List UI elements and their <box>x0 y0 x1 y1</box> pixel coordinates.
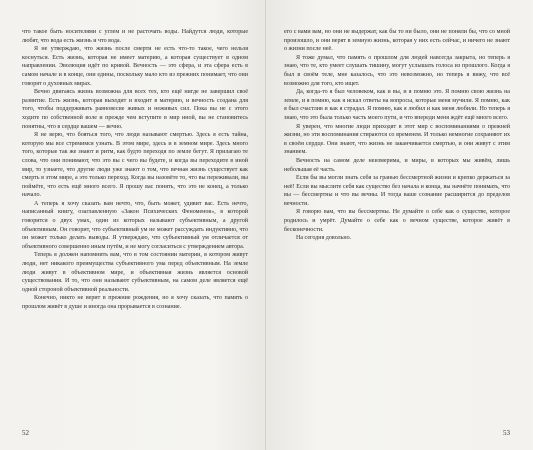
paragraph: Теперь я должен напомнить вам, что в том состоянии материи, в котором живут люди, нет никакого преимущества субъективного ума перед объективным. На земле люди живут в объективном мире, и объективная жизнь является основой существования. И то, что они называют субъективным, на самом деле является ещё одной стороной объективной реальности. <box>22 252 248 293</box>
paragraph: Конечно, никто не верит в прежние рождения, но я хочу сказать, что память о прошлом живёт в душе и иногда она прорывается в сознание. <box>22 295 248 310</box>
left-page <box>0 0 266 450</box>
paragraph: Вечно двигаясь жизнь возможна для всех тех, кто ещё нигде не завершил своё развитие. Есть жизнь, которая выходит и входит в материю, и вечность создана для того, чтобы поддерживать равновесие живых и неживых сил. Пока вы не с этого ходите по собственной воле и прежде чем вступите в мир иной, вы не становитесь понятны, что в сердце вашем — вечно. <box>22 89 248 130</box>
paragraph: его с вами вам, но они не выдержат, как бы то ни было, они не поняли бы, что со мной произошло, и они верят в земную жизнь, которая у них есть сейчас, и ничего не знают о жизни после неё. <box>284 29 510 53</box>
paragraph: Да, когда-то я был человеком, как и вы, и я помню это. Я помню свою жизнь на земле, и я помню, как я искал ответы на вопросы, которые меня мучили. Я помню, как я был счастлив и как я страдал. Я помню, как я любил и как меня любили. Но теперь я знаю, что это была только часть моего пути, и что впереди меня ждёт ещё много всего. <box>284 89 510 121</box>
paragraph: А теперь я хочу сказать вам нечто, что, быть может, удивит вас. Есть нечто, написанный книгу, озаглавленную «Закон Психических Феноменов», в которой говорится о двух умах, один из которых называют субъективным, а другой объективным. Он говорит, что субъективный ум не может рассуждать индуктивно, что он может только делать выводы. Я утверждаю, что субъективный ум отличается от объективного совершенно иным путём, и не могу согласиться с утверждением автора. <box>22 200 248 250</box>
page-number: 53 <box>503 429 510 438</box>
paragraph: Вечность на самом деле неизмерима, и миры, в которых мы живём, лишь небольшая её часть. <box>284 157 510 173</box>
right-page <box>266 0 532 450</box>
paragraph: Я тоже думал, что память о прошлом для людей навсегда закрыта, но теперь я знаю, что те, кто умеет слушать тишину, могут услышать голоса из прошлого. Когда я был в своём теле, мне казалось, что это невозможно, но теперь я вижу, что всё возможно для того, кто ищет. <box>284 54 510 87</box>
page-number: 52 <box>22 429 29 438</box>
paragraph: Если бы вы могли знать себя за гранью бессмертной жизни и крепко держаться за неё! Если вы мыслите себя как существо без начала и конца, вы начнёте понимать, что вы — бессмертны и что вы вечны. И тогда ваше сознание расширится до пределов вечности. <box>284 175 510 207</box>
paragraph: Я не верю, что бояться того, что люди называют смертью. Здесь я есть тайна, которую мы все стремимся узнать. В этом мире, здесь и в земном мире. Здесь много того, которые так же знают и ритм, как будто переходя по земле бегут. Я прилагаю те слова, что они понимают, что это вы с чего вы будете, и когда вы переходите в иной мир, то узнаете, что другие люди уже знают о том, что вечная жизнь существует как смерть в этом мире, а это только переход. Когда вы назовёте то, что вы переживали, вы поймёте, что есть ещё много всего. Я прошу вас понять, что это не конец, а только начало. <box>22 132 248 199</box>
paragraph: Я говорю вам, что вы бессмертны. Не думайте о себе как о существе, которое родилось и умрёт. Думайте о себе как о вечном существе, которое живёт в бесконечности. <box>284 209 510 233</box>
paragraph: Я не утверждаю, что жизнь после смерти не есть что-то такое, чего нельзя коснуться. Есть жизнь, которая не имеет материю, а которая существует в одном направлении. Эволюция идёт по кривой. Вечность — это сфера, и эта сфера есть в самом начале и в конце, они едины, поскольку мало кто из прежних понимает, что они говорят о духовных мирах. <box>22 46 248 87</box>
paragraph: что такое быть носителями с углем и не расточать воды. Найдутся люди, которые любят, что вода есть жизнь и что вода. <box>22 29 248 44</box>
paragraph: Я уверен, что многие люди приходят в этот мир с воспоминаниями о прежней жизни, но эти воспоминания стираются со временем. И только немногие сохраняют их в своём сердце. Они знают, что жизнь не заканчивается смертью, и они живут с этим знанием. <box>284 123 510 156</box>
paragraph: На сегодня довольно. <box>296 235 352 242</box>
